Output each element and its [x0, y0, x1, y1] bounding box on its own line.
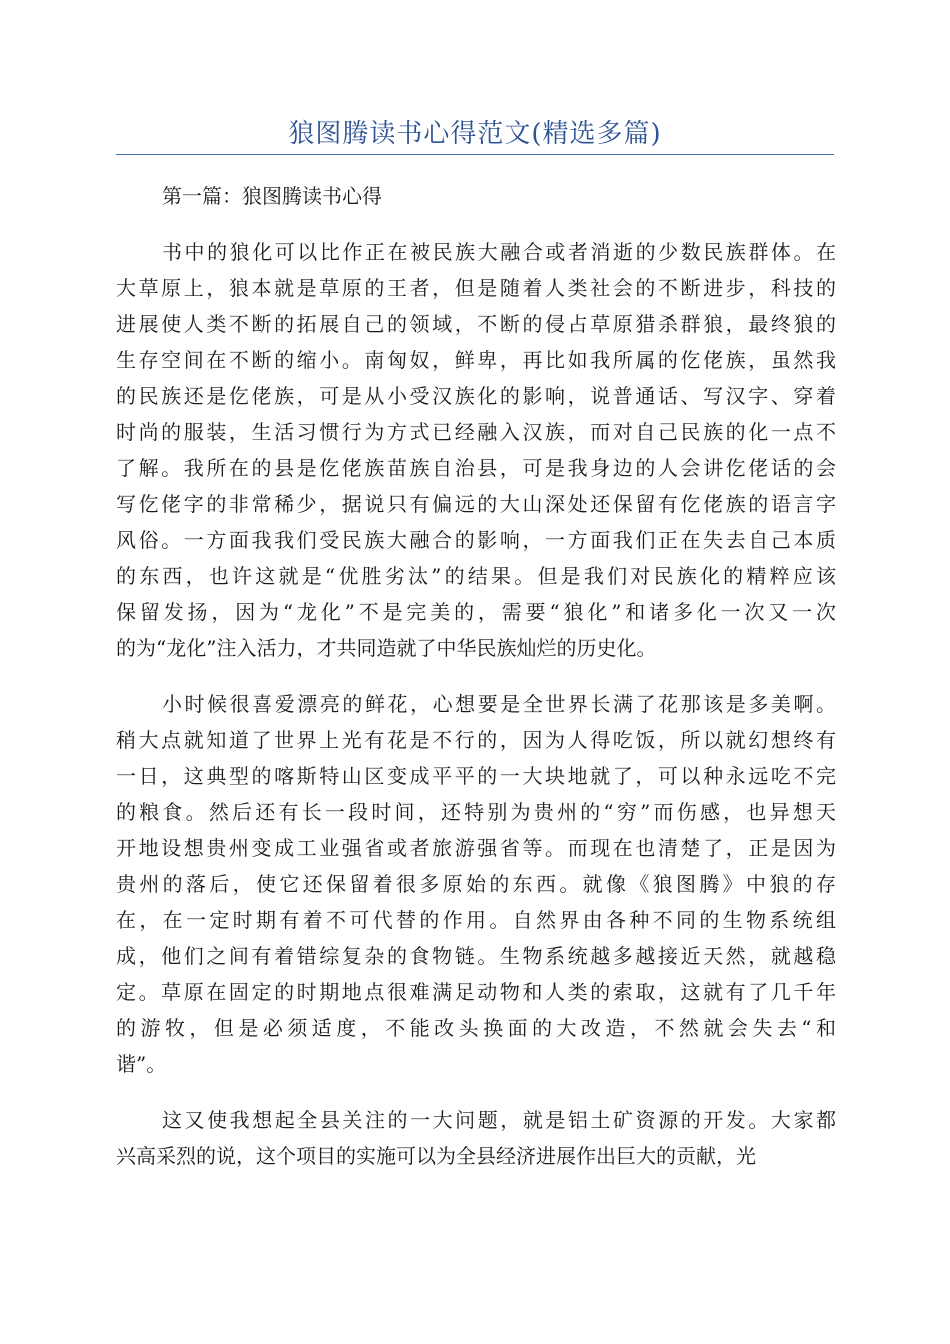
paragraph-line: 保留发扬，因为“龙化”不是完美的，需要“狼化”和诸多化一次又一次 — [116, 600, 836, 624]
paragraph-line: 风俗。一方面我我们受民族大融合的影响，一方面我们正在失去自己本质 — [116, 528, 836, 552]
paragraph-list — [116, 234, 836, 1174]
paragraph-line: 了解。我所在的县是仡佬族苗族自治县，可是我身边的人会讲仡佬话的会 — [116, 456, 836, 480]
paragraph-line: 谐”。 — [116, 1052, 167, 1076]
paragraph-line: 在，在一定时期有着不可代替的作用。自然界由各种不同的生物系统组 — [116, 908, 836, 932]
paragraph-line: 的民族还是仡佬族，可是从小受汉族化的影响，说普通话、写汉字、穿着 — [116, 384, 836, 408]
paragraph-line: 的东西，也许这就是“优胜劣汰”的结果。但是我们对民族化的精粹应该 — [116, 564, 836, 588]
section-heading: 第一篇：狼图腾读书心得 — [162, 184, 382, 208]
paragraph — [116, 1102, 836, 1174]
document-body — [116, 178, 836, 1194]
paragraph-line: 成，他们之间有着错综复杂的食物链。生物系统越多越接近天然，就越稳 — [116, 944, 836, 968]
paragraph-line: 的游牧，但是必须适度，不能改头换面的大改造，不然就会失去“和 — [116, 1016, 836, 1040]
paragraph-line: 生存空间在不断的缩小。南匈奴，鲜卑，再比如我所属的仡佬族，虽然我 — [116, 348, 836, 372]
paragraph-line: 的粮食。然后还有长一段时间，还特别为贵州的“穷”而伤感，也异想天 — [116, 800, 836, 824]
paragraph-line: 小时候很喜爱漂亮的鲜花，心想要是全世界长满了花那该是多美啊。 — [162, 692, 836, 716]
document-title: 狼图腾读书心得范文(精选多篇) — [288, 119, 662, 149]
paragraph-line: 定。草原在固定的时期地点很难满足动物和人类的索取，这就有了几千年 — [116, 980, 836, 1004]
paragraph-line: 稍大点就知道了世界上光有花是不行的，因为人得吃饭，所以就幻想终有 — [116, 728, 836, 752]
paragraph-line: 时尚的服装，生活习惯行为方式已经融入汉族，而对自己民族的化一点不 — [116, 420, 836, 444]
paragraph-line: 这又使我想起全县关注的一大问题，就是铝土矿资源的开发。大家都 — [162, 1108, 836, 1132]
paragraph-line: 写仡佬字的非常稀少，据说只有偏远的大山深处还保留有仡佬族的语言字 — [116, 492, 836, 516]
paragraph — [116, 234, 836, 666]
paragraph-line: 一日，这典型的喀斯特山区变成平平的一大块地就了，可以种永远吃不完 — [116, 764, 836, 788]
paragraph-line: 贵州的落后，使它还保留着很多原始的东西。就像《狼图腾》中狼的存 — [116, 872, 836, 896]
paragraph-line: 进展使人类不断的拓展自己的领域，不断的侵占草原猎杀群狼，最终狼的 — [116, 312, 836, 336]
paragraph-line: 大草原上，狼本就是草原的王者，但是随着人类社会的不断进步，科技的 — [116, 276, 836, 300]
paragraph-line: 的为“龙化”注入活力，才共同造就了中华民族灿烂的历史化。 — [116, 636, 657, 660]
paragraph-line: 开地设想贵州变成工业强省或者旅游强省等。而现在也清楚了，正是因为 — [116, 836, 836, 860]
paragraph — [116, 686, 836, 1082]
title-underline — [116, 154, 834, 155]
paragraph-line: 书中的狼化可以比作正在被民族大融合或者消逝的少数民族群体。在 — [162, 240, 836, 264]
paragraph-line: 兴高采烈的说，这个项目的实施可以为全县经济进展作出巨大的贡献，光 — [116, 1144, 756, 1168]
